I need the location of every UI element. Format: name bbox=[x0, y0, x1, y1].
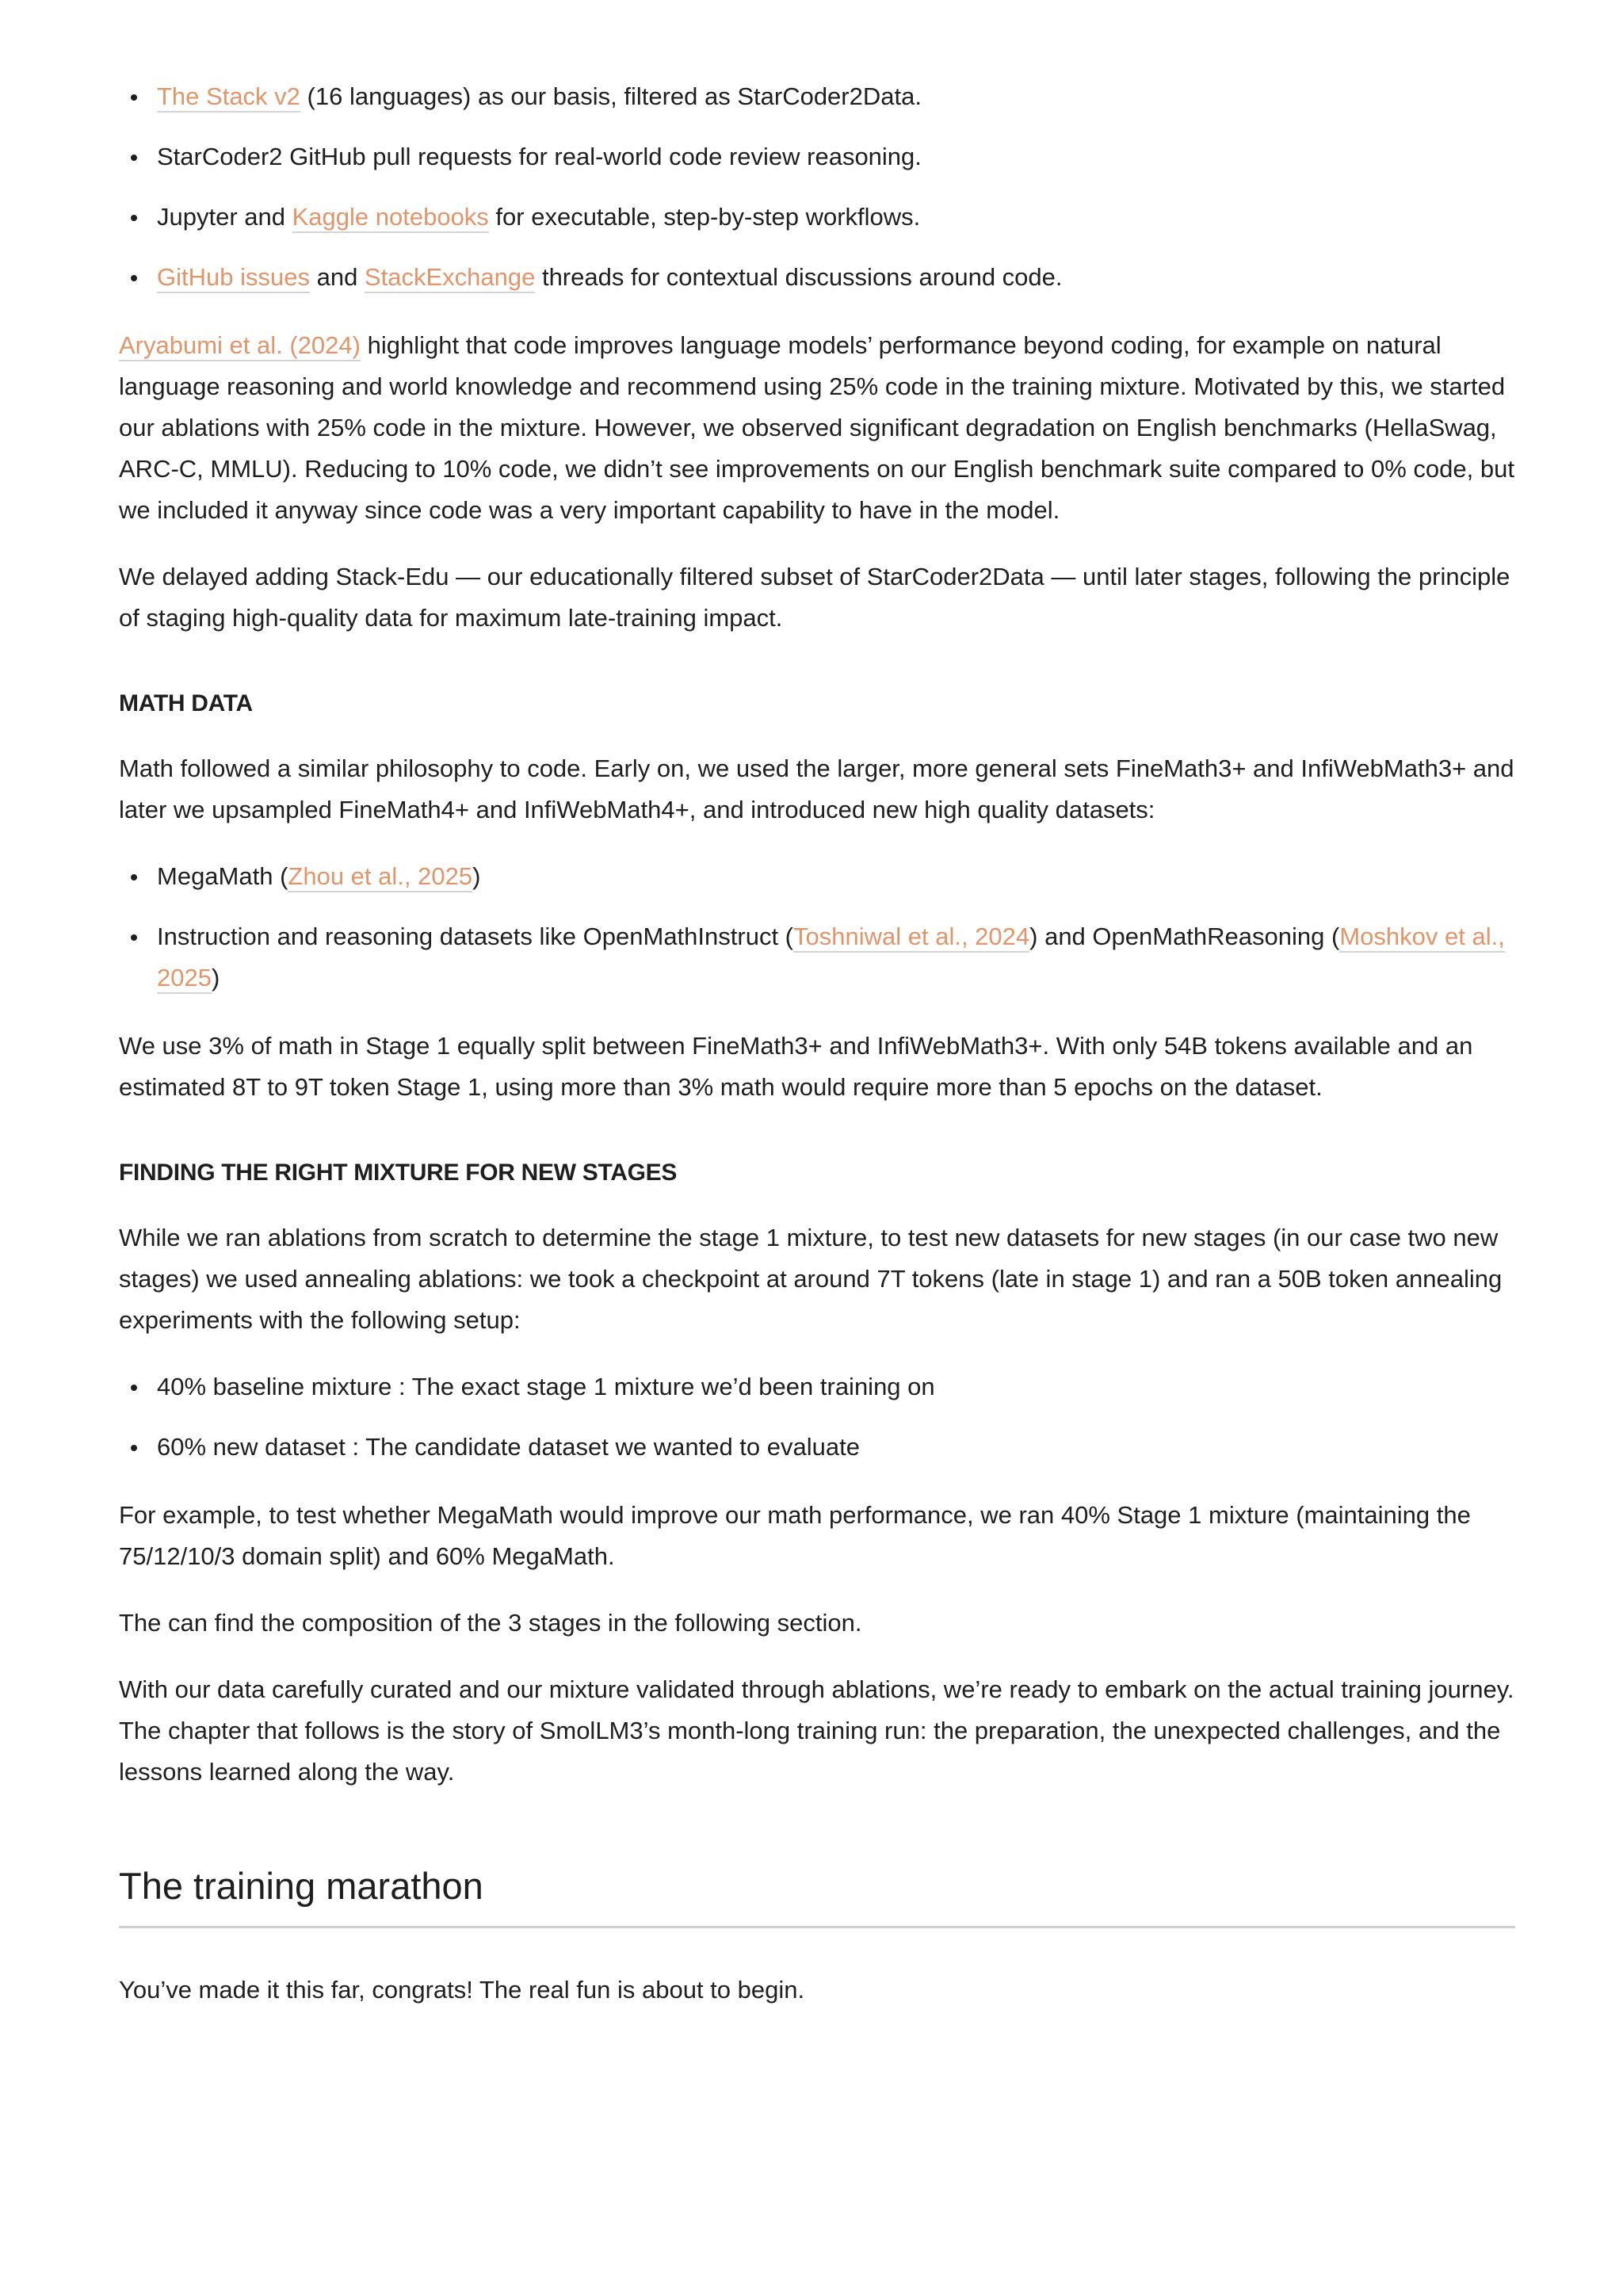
list-item-text: for executable, step-by-step workflows. bbox=[488, 203, 921, 231]
link-aryabumi-2024[interactable]: Aryabumi et al. (2024) bbox=[119, 331, 361, 361]
link-kaggle-notebooks[interactable]: Kaggle notebooks bbox=[292, 203, 489, 233]
paragraph-closing: With our data carefully curated and our mixture validated through ablations, we’re ready to embark on the actual training journey. The chapter that follows is the story of SmolLM3’s month-long training run: the preparation, the unexpected challenges, and the lessons learned along the way. bbox=[119, 1675, 1514, 1786]
list-item-text: Instruction and reasoning datasets like OpenMathInstruct ( bbox=[157, 923, 793, 950]
list-item-text: StarCoder2 GitHub pull requests for real-world code review reasoning. bbox=[157, 143, 922, 170]
list-item-text: MegaMath ( bbox=[157, 862, 288, 890]
list-item-text: ) and OpenMathReasoning ( bbox=[1029, 923, 1340, 950]
list-item bbox=[119, 257, 1515, 298]
list-item-text: ) bbox=[472, 862, 481, 890]
section-heading-math-data: MATH DATA bbox=[119, 690, 253, 716]
list-item-text: threads for contextual discussions around code. bbox=[535, 263, 1063, 291]
paragraph-mixture-intro: While we ran ablations from scratch to determine the stage 1 mixture, to test new datasets for new stages (in our case two new stages) we used annealing ablations: we took a checkpoint at around 7T tokens (late in stage 1) and ran a 50B token annealing experiments with the following setup: bbox=[119, 1224, 1503, 1334]
article-content bbox=[119, 76, 1515, 2036]
list-item bbox=[119, 76, 1515, 117]
list-item-text: ) bbox=[211, 964, 220, 991]
paragraph-composition: The can find the composition of the 3 stages in the following section. bbox=[119, 1609, 862, 1637]
paragraph-math-intro: Math followed a similar philosophy to code. Early on, we used the larger, more general sets FineMath3+ and InfiWebMath3+ and later we upsampled FineMath4+ and InfiWebMath4+, and introduced new high quality datasets: bbox=[119, 755, 1514, 823]
paragraph-math-stage1: We use 3% of math in Stage 1 equally split between FineMath3+ and InfiWebMath3+. With only 54B tokens available and an estimated 8T to 9T token Stage 1, using more than 3% math would require more than 5 epochs on the dataset. bbox=[119, 1032, 1473, 1101]
list-item-text: Jupyter and bbox=[157, 203, 292, 231]
link-toshniwal-2024[interactable]: Toshniwal et al., 2024 bbox=[793, 923, 1029, 953]
link-github-issues[interactable]: GitHub issues bbox=[157, 263, 310, 293]
paragraph-code-ratio bbox=[119, 325, 1515, 531]
list-item-text: (16 languages) as our basis, filtered as StarCoder2Data. bbox=[300, 82, 922, 110]
math-datasets-list bbox=[119, 856, 1515, 999]
paragraph-marathon-intro: You’ve made it this far, congrats! The real fun is about to begin. bbox=[119, 1976, 805, 2004]
list-item-text: and bbox=[309, 263, 365, 291]
list-item: 40% baseline mixture : The exact stage 1 mixture we’d been training on bbox=[119, 1366, 1515, 1408]
link-stackexchange[interactable]: StackExchange bbox=[365, 263, 535, 293]
list-item bbox=[119, 916, 1515, 999]
chapter-heading-training-marathon: The training marathon bbox=[119, 1862, 1515, 1928]
annealing-setup-list bbox=[119, 1366, 1515, 1468]
paragraph-text: highlight that code improves language models’ performance beyond coding, for example on natural language reasoning and world knowledge and recommend using 25% code in the training mixture. Motivated by this, we started our ablations with 25% code in the mixture. However, we observed significant degradation on English benchmarks (HellaSwag, ARC-C, MMLU). Reducing to 10% code, we didn’t see improvements on our English benchmark suite compared to 0% code, but we included it anyway since code was a very important capability to have in the model. bbox=[119, 331, 1514, 524]
link-moshkov-2025[interactable]: Moshkov et al., 2025 bbox=[157, 923, 1505, 994]
paragraph-mixture-example: For example, to test whether MegaMath would improve our math performance, we ran 40% Stage 1 mixture (maintaining the 75/12/10/3 domain split) and 60% MegaMath. bbox=[119, 1501, 1471, 1570]
link-the-stack-v2[interactable]: The Stack v2 bbox=[157, 82, 300, 113]
paragraph-stack-edu: We delayed adding Stack-Edu — our educationally filtered subset of StarCoder2Data — until later stages, following the principle of staging high-quality data for maximum late-training impact. bbox=[119, 563, 1510, 632]
list-item bbox=[119, 856, 1515, 897]
link-zhou-2025[interactable]: Zhou et al., 2025 bbox=[288, 862, 472, 892]
list-item: 60% new dataset : The candidate dataset we wanted to evaluate bbox=[119, 1427, 1515, 1468]
section-heading-mixture: FINDING THE RIGHT MIXTURE FOR NEW STAGES bbox=[119, 1159, 678, 1186]
code-sources-list bbox=[119, 76, 1515, 298]
list-item bbox=[119, 136, 1515, 178]
list-item bbox=[119, 197, 1515, 238]
